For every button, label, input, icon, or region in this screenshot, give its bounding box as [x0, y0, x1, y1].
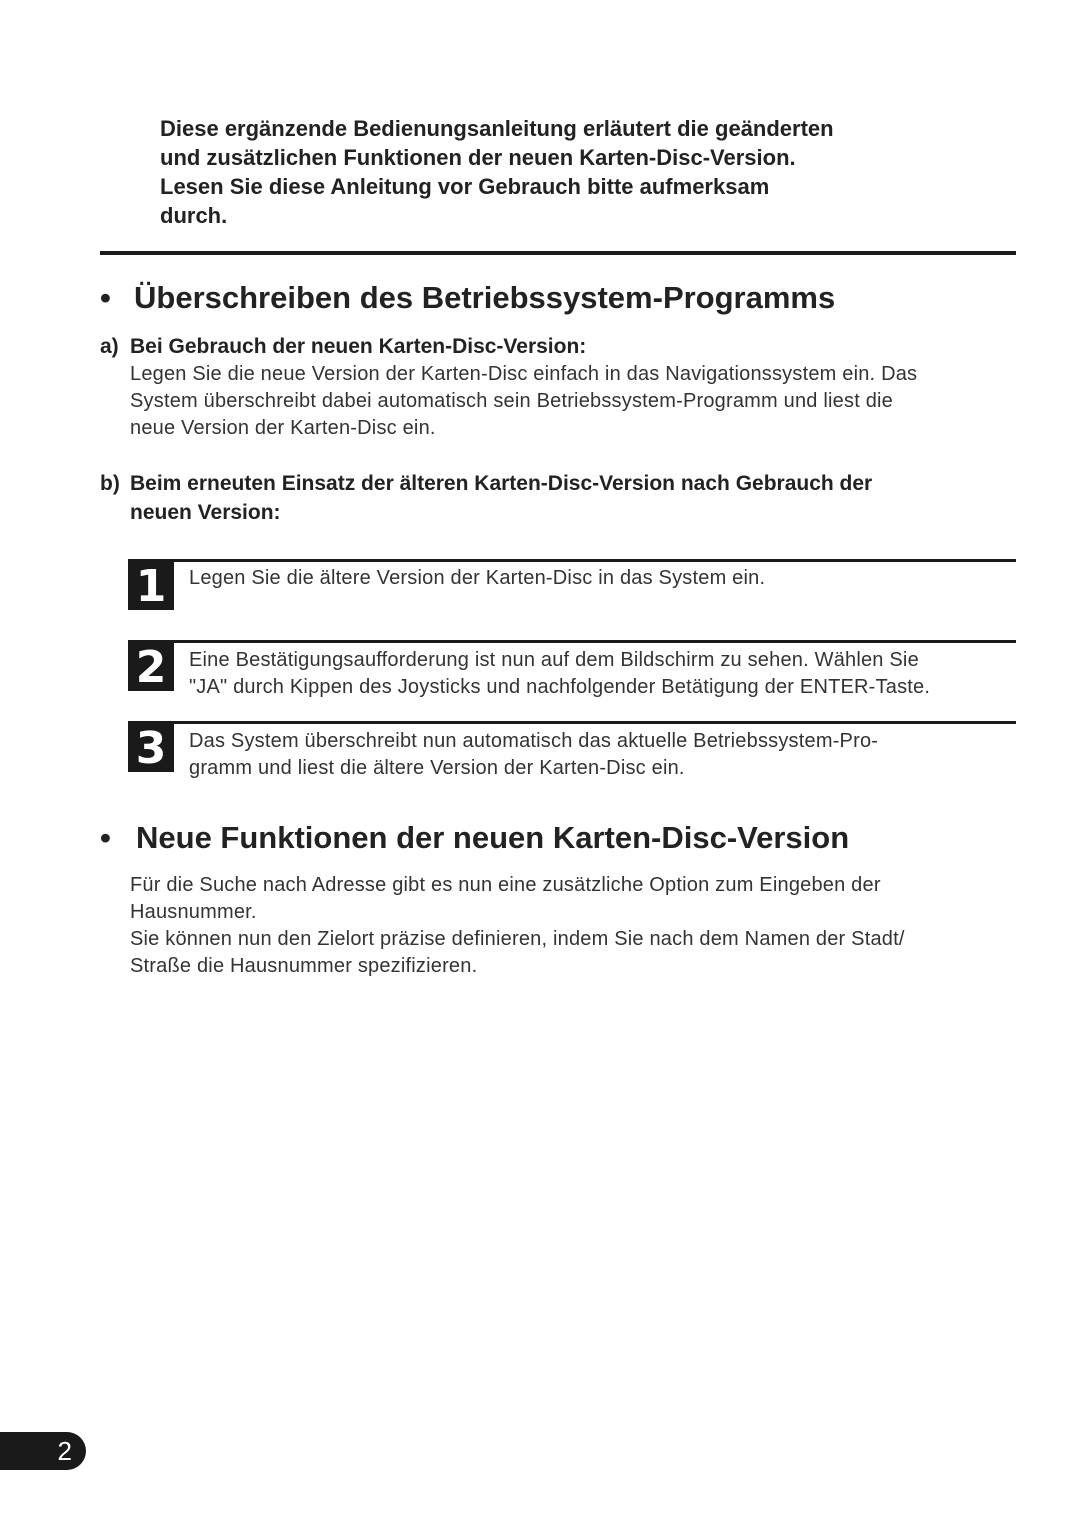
paragraph-line: neue Version der Karten-Disc ein.: [130, 417, 436, 439]
subheading-text: Beim erneuten Einsatz der älteren Karten-Disc-Version nach Gebrauch der: [130, 472, 873, 495]
intro-line: Diese ergänzende Bedienungsanleitung erläutert die geänderten: [160, 116, 834, 141]
bullet-icon: •: [100, 820, 111, 855]
intro-paragraph: [160, 114, 960, 230]
step-divider: [128, 640, 1016, 643]
step-text-1: [189, 565, 1019, 592]
subheading-b: [100, 469, 1020, 527]
step-line: "JA" durch Kippen des Joysticks und nachfolgender Betätigung der ENTER-Taste.: [189, 676, 931, 698]
page-number-tab: [0, 1432, 86, 1470]
section-heading-os-overwrite: [100, 280, 835, 316]
list-letter: a): [100, 335, 119, 358]
paragraph-line: System überschreibt dabei automatisch sein Betriebssystem-Programm und liest die: [130, 390, 893, 412]
step-number-2: 2: [128, 643, 174, 691]
intro-line: durch.: [160, 203, 228, 228]
step-line: Legen Sie die ältere Version der Karten-Disc in das System ein.: [189, 567, 766, 589]
subheading-text: Bei Gebrauch der neuen Karten-Disc-Version:: [130, 335, 587, 358]
step-text-2: [189, 647, 1019, 701]
step-number-3: 3: [128, 724, 174, 772]
step-divider: [128, 721, 1016, 724]
subheading-text: neuen Version:: [130, 501, 281, 524]
paragraph-line: Für die Suche nach Adresse gibt es nun eine zusätzliche Option zum Eingeben der: [130, 874, 881, 896]
page-number: 2: [57, 1436, 72, 1466]
top-divider: [100, 251, 1016, 255]
step-divider: [128, 559, 1016, 562]
subheading-a: [100, 332, 1020, 361]
section-title: Neue Funktionen der neuen Karten-Disc-Version: [136, 820, 850, 855]
section-title: Überschreiben des Betriebssystem-Programms: [134, 280, 836, 315]
paragraph-line: Legen Sie die neue Version der Karten-Disc einfach in das Navigationssystem ein. Das: [130, 363, 918, 385]
paragraph-new-features: [130, 872, 1030, 980]
step-line: Das System überschreibt nun automatisch das aktuelle Betriebssystem-Pro-: [189, 730, 879, 752]
paragraph-line: Hausnummer.: [130, 901, 257, 923]
paragraph-line: Sie können nun den Zielort präzise definieren, indem Sie nach dem Namen der Stadt/: [130, 928, 905, 950]
intro-line: Lesen Sie diese Anleitung vor Gebrauch bitte aufmerksam: [160, 174, 770, 199]
list-letter: b): [100, 472, 120, 495]
step-number-1: 1: [128, 562, 174, 610]
bullet-icon: •: [100, 280, 111, 315]
step-text-3: [189, 728, 1019, 782]
paragraph-a: [130, 361, 1030, 442]
paragraph-line: Straße die Hausnummer spezifizieren.: [130, 955, 478, 977]
intro-line: und zusätzlichen Funktionen der neuen Karten-Disc-Version.: [160, 145, 796, 170]
step-line: Eine Bestätigungsaufforderung ist nun auf dem Bildschirm zu sehen. Wählen Sie: [189, 649, 919, 671]
step-line: gramm und liest die ältere Version der Karten-Disc ein.: [189, 757, 685, 779]
section-heading-new-features: [100, 820, 849, 856]
